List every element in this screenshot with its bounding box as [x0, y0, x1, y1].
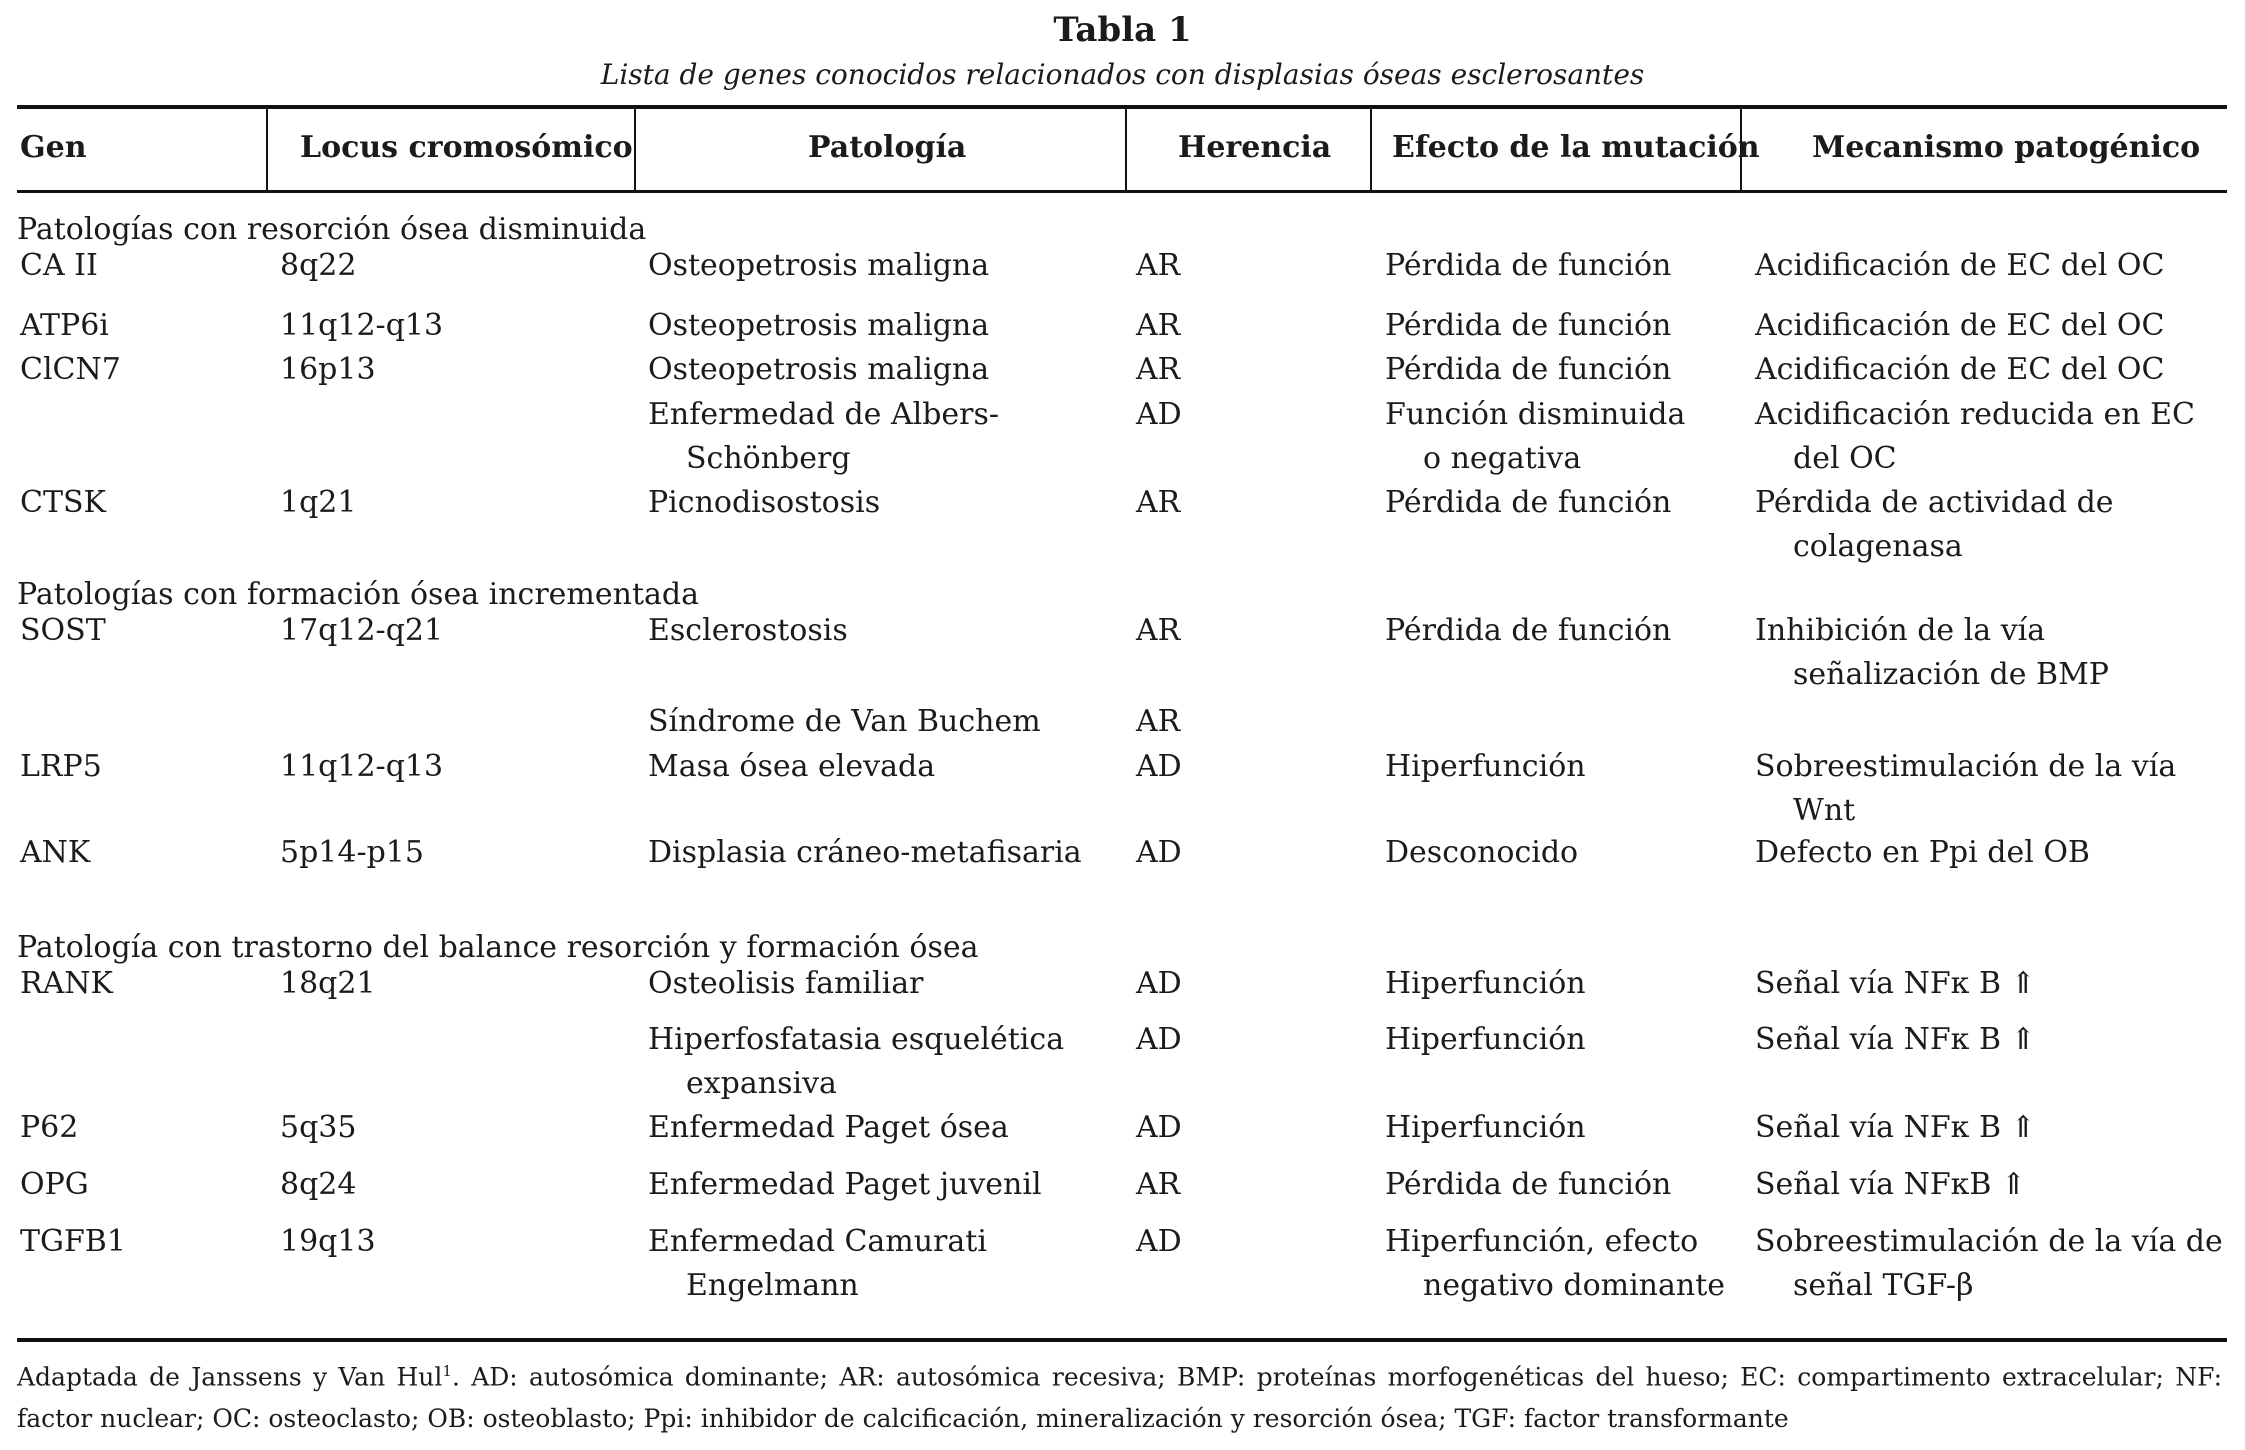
- footnote-text: Adaptada de Janssens y Van Hul: [17, 1362, 443, 1392]
- cell-herencia: AR: [1136, 308, 1181, 343]
- cell-herencia: AR: [1136, 485, 1181, 520]
- cell-locus: 19q13: [280, 1224, 376, 1259]
- header-bottom-rule: [17, 190, 2227, 193]
- cell-locus: 16p13: [280, 352, 376, 387]
- cell-mecanismo: Wnt: [1793, 793, 1856, 828]
- cell-mecanismo: Defecto en Ppi del OB: [1755, 835, 2090, 870]
- cell-herencia: AR: [1136, 352, 1181, 387]
- cell-herencia: AD: [1136, 749, 1182, 784]
- cell-gen: TGFB1: [20, 1224, 126, 1259]
- cell-efecto: o negativa: [1423, 441, 1582, 476]
- cell-mecanismo: Acidificación de EC del OC: [1755, 308, 2165, 343]
- column-divider: [266, 108, 268, 192]
- cell-gen: OPG: [20, 1167, 89, 1202]
- header-gen: Gen: [20, 130, 87, 165]
- cell-efecto: Hiperfunción: [1385, 1110, 1586, 1145]
- footnote-ref: 1: [442, 1362, 452, 1380]
- cell-patologia: Osteopetrosis maligna: [648, 308, 990, 343]
- cell-patologia: Enfermedad Paget juvenil: [648, 1167, 1042, 1202]
- cell-locus: 8q24: [280, 1167, 357, 1202]
- cell-herencia: AR: [1136, 613, 1181, 648]
- cell-efecto: negativo dominante: [1423, 1268, 1726, 1303]
- column-divider: [634, 108, 636, 192]
- cell-herencia: AD: [1136, 1022, 1182, 1057]
- header-herencia: Herencia: [1178, 130, 1332, 165]
- cell-gen: ClCN7: [20, 352, 121, 387]
- cell-locus: 11q12-q13: [280, 749, 444, 784]
- cell-efecto: Hiperfunción: [1385, 966, 1586, 1001]
- cell-patologia: Osteopetrosis maligna: [648, 352, 990, 387]
- cell-patologia: Enfermedad de Albers-: [648, 397, 1000, 432]
- cell-gen: LRP5: [20, 749, 102, 784]
- header-locus: Locus cromosómico: [300, 130, 633, 165]
- cell-herencia: AR: [1136, 704, 1181, 739]
- cell-patologia: Enfermedad Camurati: [648, 1224, 987, 1259]
- cell-patologia: Síndrome de Van Buchem: [648, 704, 1041, 739]
- cell-gen: RANK: [20, 966, 113, 1001]
- cell-mecanismo: Señal vía NFκ B ⇑: [1755, 1110, 2036, 1145]
- cell-patologia: Osteolisis familiar: [648, 966, 924, 1001]
- column-divider: [1125, 108, 1127, 192]
- cell-patologia: Osteopetrosis maligna: [648, 248, 990, 283]
- cell-locus: 1q21: [280, 485, 357, 520]
- section-title: Patologías con formación ósea incrementada: [17, 577, 699, 612]
- cell-herencia: AD: [1136, 1224, 1182, 1259]
- cell-herencia: AD: [1136, 397, 1182, 432]
- cell-gen: CTSK: [20, 485, 106, 520]
- cell-herencia: AR: [1136, 1167, 1181, 1202]
- cell-efecto: Pérdida de función: [1385, 248, 1672, 283]
- cell-efecto: Función disminuida: [1385, 397, 1686, 432]
- cell-efecto: Pérdida de función: [1385, 485, 1672, 520]
- cell-herencia: AR: [1136, 248, 1181, 283]
- bottom-rule: [17, 1338, 2227, 1342]
- cell-patologia: Masa ósea elevada: [648, 749, 936, 784]
- header-patologia: Patología: [808, 130, 967, 165]
- cell-mecanismo: Sobreestimulación de la vía: [1755, 749, 2177, 784]
- cell-gen: ANK: [20, 835, 91, 870]
- cell-locus: 5p14-p15: [280, 835, 424, 870]
- cell-locus: 11q12-q13: [280, 308, 444, 343]
- cell-patologia: Enfermedad Paget ósea: [648, 1110, 1009, 1145]
- cell-mecanismo: señal TGF-β: [1793, 1268, 1974, 1303]
- cell-efecto: Pérdida de función: [1385, 308, 1672, 343]
- cell-herencia: AD: [1136, 966, 1182, 1001]
- cell-patologia: Picnodisostosis: [648, 485, 881, 520]
- top-rule: [17, 105, 2227, 109]
- header-mecanismo: Mecanismo patogénico: [1812, 130, 2201, 165]
- cell-efecto: Pérdida de función: [1385, 1167, 1672, 1202]
- table-title: Tabla 1: [1053, 10, 1192, 50]
- cell-mecanismo: Acidificación de EC del OC: [1755, 248, 2165, 283]
- cell-locus: 18q21: [280, 966, 376, 1001]
- cell-locus: 5q35: [280, 1110, 357, 1145]
- cell-mecanismo: señalización de BMP: [1793, 657, 2109, 692]
- cell-locus: 17q12-q21: [280, 613, 444, 648]
- cell-patologia: Engelmann: [686, 1268, 859, 1303]
- cell-patologia: Hiperfosfatasia esquelética: [648, 1022, 1065, 1057]
- cell-patologia: Displasia cráneo-metafisaria: [648, 835, 1082, 870]
- cell-efecto: Hiperfunción: [1385, 749, 1586, 784]
- cell-gen: CA II: [20, 248, 98, 283]
- cell-herencia: AD: [1136, 835, 1182, 870]
- cell-mecanismo: colagenasa: [1793, 529, 1963, 564]
- cell-locus: 8q22: [280, 248, 357, 283]
- cell-mecanismo: Señal vía NFκB ⇑: [1755, 1167, 2027, 1202]
- cell-efecto: Pérdida de función: [1385, 613, 1672, 648]
- cell-mecanismo: Señal vía NFκ B ⇑: [1755, 966, 2036, 1001]
- table-subtitle: Lista de genes conocidos relacionados con displasias óseas esclerosantes: [600, 58, 1645, 91]
- cell-mecanismo: Acidificación de EC del OC: [1755, 352, 2165, 387]
- cell-efecto: Hiperfunción: [1385, 1022, 1586, 1057]
- section-title: Patología con trastorno del balance resorción y formación ósea: [17, 930, 979, 965]
- cell-gen: P62: [20, 1110, 79, 1145]
- cell-mecanismo: Inhibición de la vía: [1755, 613, 2046, 648]
- cell-efecto: Desconocido: [1385, 835, 1579, 870]
- cell-mecanismo: Señal vía NFκ B ⇑: [1755, 1022, 2036, 1057]
- footnote-text: . AD: autosómica dominante; AR: autosómica recesiva; BMP: proteínas morfogenéticas del hueso; EC: compartimento extracelular; NF: factor nuclear; OC: osteoclasto; OB: osteoblasto; Ppi: inhibidor de calcificación, mineralización y resorción ósea; TGF: factor transformante: [17, 1362, 2222, 1434]
- column-divider: [1370, 108, 1372, 192]
- cell-patologia: Esclerostosis: [648, 613, 848, 648]
- cell-gen: SOST: [20, 613, 106, 648]
- section-title: Patologías con resorción ósea disminuida: [17, 212, 647, 247]
- cell-mecanismo: Acidificación reducida en EC: [1755, 397, 2195, 432]
- cell-gen: ATP6i: [20, 308, 109, 343]
- cell-efecto: Pérdida de función: [1385, 352, 1672, 387]
- cell-mecanismo: Sobreestimulación de la vía de: [1755, 1224, 2223, 1259]
- header-efecto: Efecto de la mutación: [1392, 130, 1760, 165]
- cell-herencia: AD: [1136, 1110, 1182, 1145]
- cell-efecto: Hiperfunción, efecto: [1385, 1224, 1699, 1259]
- cell-mecanismo: Pérdida de actividad de: [1755, 485, 2114, 520]
- cell-patologia: expansiva: [686, 1066, 837, 1101]
- cell-patologia: Schönberg: [686, 441, 851, 476]
- cell-mecanismo: del OC: [1793, 441, 1897, 476]
- footnote: [17, 1350, 2222, 1440]
